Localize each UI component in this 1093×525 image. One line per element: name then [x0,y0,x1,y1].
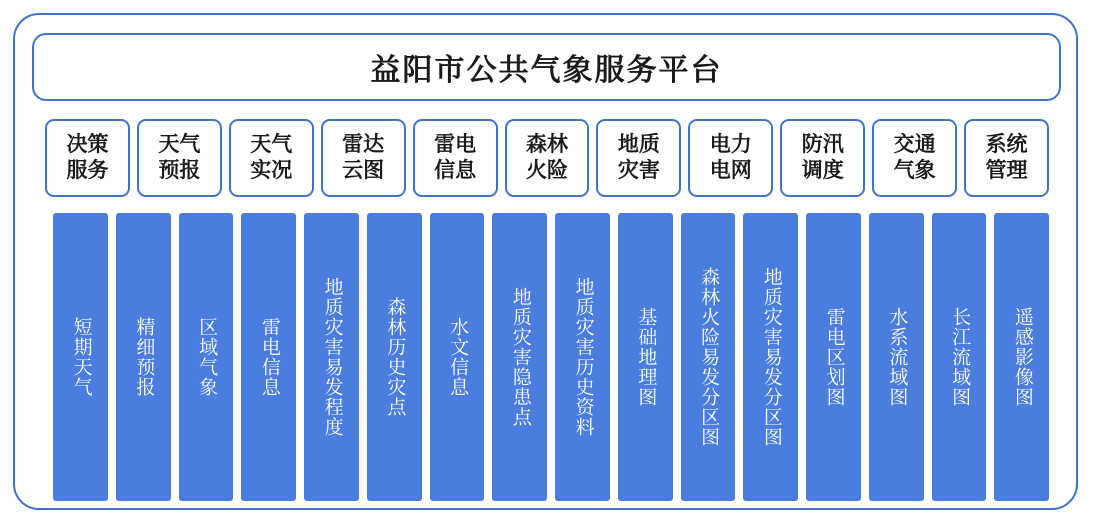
menu-item-label-line2: 实况 [250,159,293,182]
module-card-fine-forecast[interactable] [116,213,171,501]
menu-item-lightning-info[interactable] [413,119,498,197]
module-card-label: 雷电区划图 [823,307,845,407]
module-card-geological-disaster-zoning-map[interactable] [743,213,798,501]
module-card-label: 遥感影像图 [1011,307,1033,407]
menu-item-power-grid[interactable] [688,119,773,197]
menu-item-label-line2: 调度 [801,159,844,182]
menu-item-label-line1: 电力 [709,132,752,156]
module-card-hydrological-info[interactable] [430,213,485,501]
module-card-forest-fire-risk-zoning-map[interactable] [681,213,736,501]
module-card-forest-historical-disaster-points[interactable] [367,213,422,501]
menu-item-label-line1: 天气 [158,132,201,156]
module-card-lightning-zoning-map[interactable] [806,213,861,501]
menu-item-label-line2: 气象 [893,159,936,182]
menu-item-label-line2: 电网 [709,159,752,182]
module-card-label: 水文信息 [447,317,469,397]
menu-item-geological-disaster[interactable] [596,119,681,197]
module-card-lightning-info[interactable] [241,213,296,501]
module-card-base-geographic-map[interactable] [618,213,673,501]
menu-item-forest-fire-risk[interactable] [505,119,590,197]
module-card-label: 地质灾害易发程度 [321,277,343,437]
menu-item-label-line1: 系统 [985,132,1028,156]
module-card-remote-sensing-image-map[interactable] [994,213,1049,501]
menu-item-label-line1: 森林 [525,132,568,156]
platform-title-box [32,33,1061,101]
module-card-label: 区域气象 [196,317,218,397]
page-title: 益阳市公共气象服务平台 [370,54,723,87]
menu-item-weather-forecast[interactable] [137,119,222,197]
menu-item-label-line2: 火险 [525,159,568,182]
module-card-label: 水系流域图 [886,307,908,407]
module-card-label: 雷电信息 [258,317,280,397]
module-card-label: 基础地理图 [635,307,657,407]
menu-item-decision-service[interactable] [45,119,130,197]
menu-item-radar-cloud-map[interactable] [321,119,406,197]
menu-item-weather-live[interactable] [229,119,314,197]
data-module-row [53,213,1049,501]
menu-item-label-line2: 信息 [434,159,477,182]
menu-item-traffic-weather[interactable] [872,119,957,197]
module-card-label: 地质灾害历史资料 [572,277,594,437]
menu-item-label-line1: 交通 [893,132,936,156]
menu-item-label-line1: 防汛 [801,132,844,156]
menu-item-system-management[interactable] [964,119,1049,197]
menu-item-label-line1: 天气 [250,132,293,156]
platform-frame [13,13,1078,510]
menu-item-label-line2: 服务 [66,159,109,182]
main-menu-bar [45,119,1049,197]
menu-item-label-line1: 地质 [617,132,660,156]
module-card-label: 地质灾害易发分区图 [760,267,782,447]
menu-item-label-line1: 雷达 [342,132,385,156]
module-card-label: 森林火险易发分区图 [698,267,720,447]
menu-item-label-line1: 决策 [66,132,109,156]
module-card-label: 精细预报 [133,317,155,397]
module-card-water-system-basin-map[interactable] [869,213,924,501]
menu-item-label-line2: 预报 [158,159,201,182]
menu-item-label-line1: 雷电 [434,132,477,156]
menu-item-label-line2: 灾害 [617,159,660,182]
module-card-yangtze-basin-map[interactable] [932,213,987,501]
menu-item-label-line2: 管理 [985,159,1028,182]
module-card-geological-disaster-susceptibility[interactable] [304,213,359,501]
module-card-label: 森林历史灾点 [384,297,406,417]
module-card-regional-meteorology[interactable] [179,213,234,501]
menu-item-flood-control[interactable] [780,119,865,197]
module-card-label: 短期天气 [70,317,92,397]
module-card-label: 地质灾害隐患点 [509,287,531,427]
menu-item-label-line2: 云图 [342,159,385,182]
module-card-short-term-weather[interactable] [53,213,108,501]
module-card-geological-disaster-history[interactable] [555,213,610,501]
module-card-geological-hazard-points[interactable] [492,213,547,501]
module-card-label: 长江流域图 [949,307,971,407]
